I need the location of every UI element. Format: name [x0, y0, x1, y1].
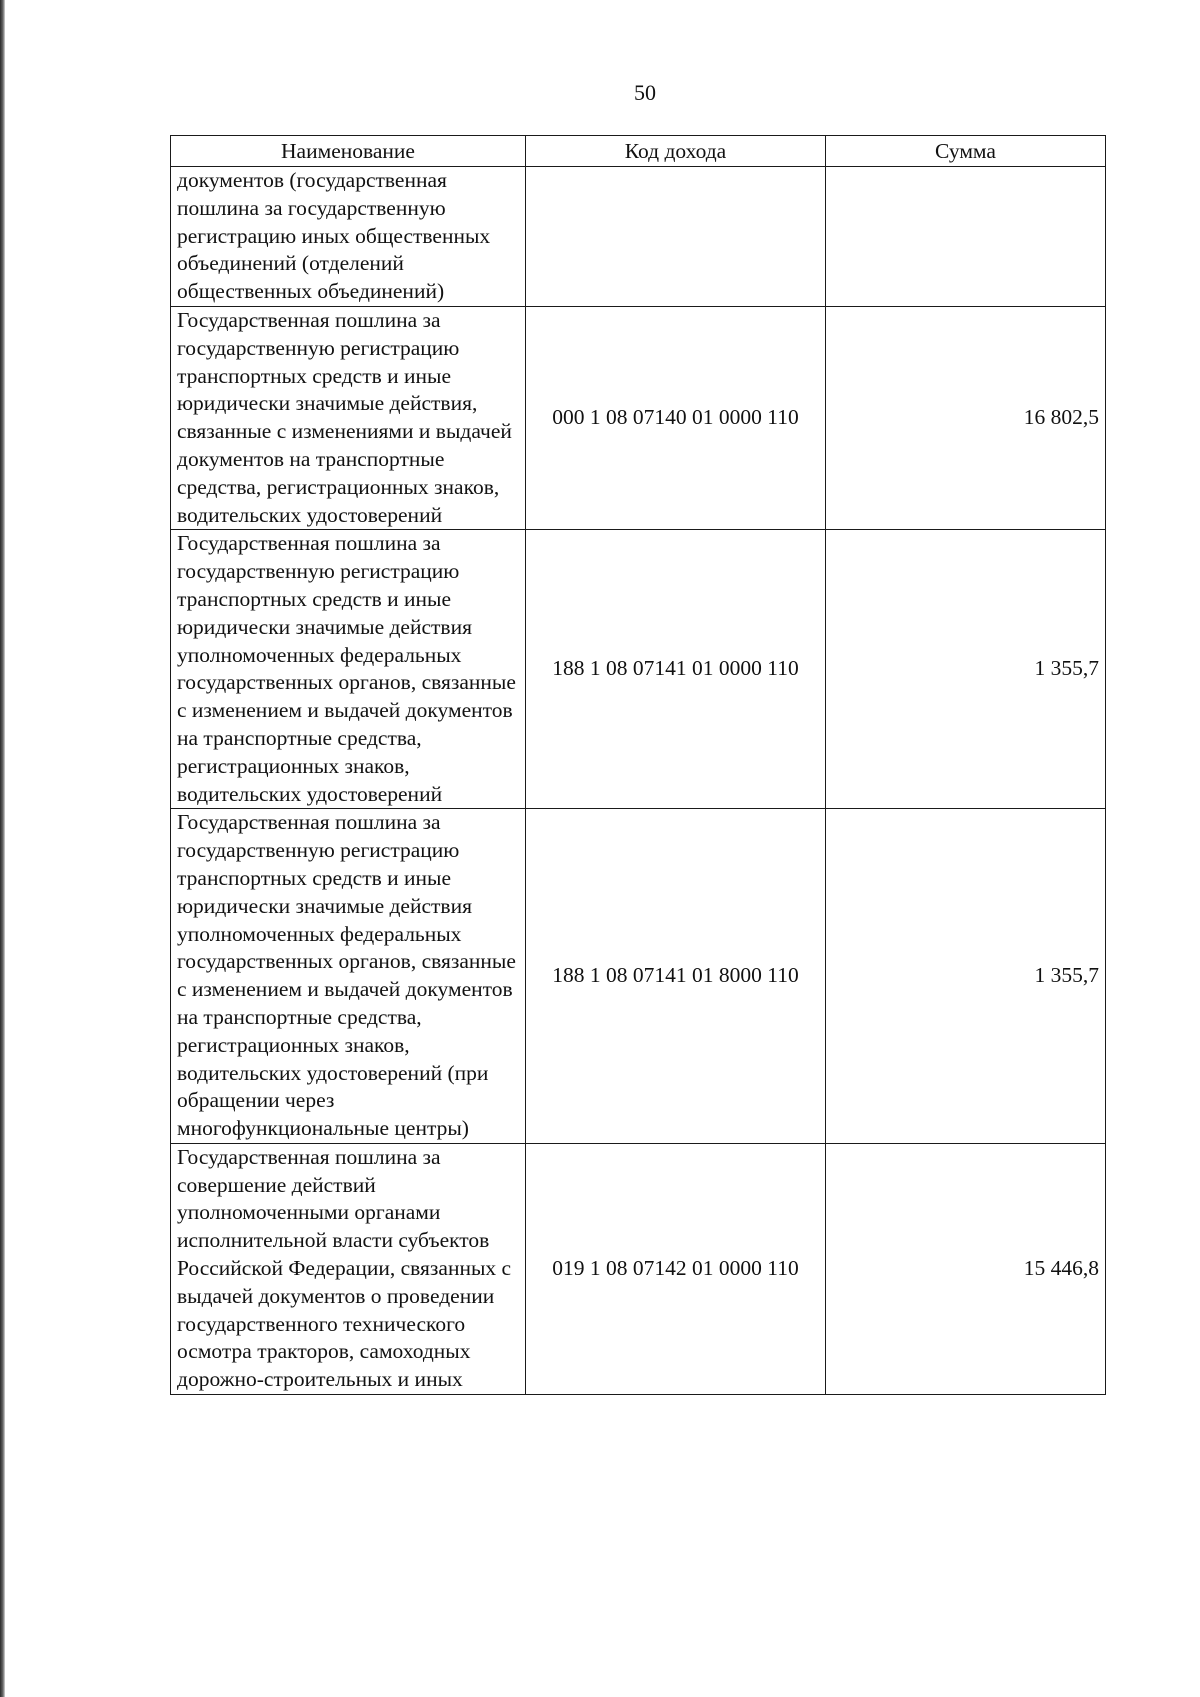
page-number: 50 — [634, 80, 656, 105]
row-name: Государственная пошлина за государственную регистрацию транспортных средств и иные юридически значимые действия, связанные с изменениями и выдачей документов на транспортные средства, регистрационных знаков, водительских удостоверений — [171, 306, 526, 529]
header-sum: Сумма — [826, 136, 1106, 167]
scan-edge — [0, 0, 5, 1697]
row-sum: 16 802,5 — [826, 306, 1106, 529]
row-code: 000 1 08 07140 01 0000 110 — [526, 306, 826, 529]
row-sum: 15 446,8 — [826, 1143, 1106, 1394]
table-row — [171, 530, 1106, 809]
table-row — [171, 306, 1106, 529]
row-sum — [826, 167, 1106, 307]
row-name: документов (государственная пошлина за государственную регистрацию иных общественных объединений (отделений общественных объединений) — [171, 167, 526, 307]
header-name: Наименование — [171, 136, 526, 167]
row-name: Государственная пошлина за совершение действий уполномоченными органами исполнительной власти субъектов Российской Федерации, связанных с выдачей документов о проведении государственного технического осмотра тракторов, самоходных дорожно-строительных и иных — [171, 1143, 526, 1394]
row-sum: 1 355,7 — [826, 809, 1106, 1144]
row-code: 188 1 08 07141 01 8000 110 — [526, 809, 826, 1144]
row-sum: 1 355,7 — [826, 530, 1106, 809]
table-row — [171, 167, 1106, 307]
row-name: Государственная пошлина за государственную регистрацию транспортных средств и иные юридически значимые действия уполномоченных федеральных государственных органов, связанные с изменением и выдачей документов на транспортные средства, регистрационных знаков, водительских удостоверений — [171, 530, 526, 809]
row-code: 019 1 08 07142 01 0000 110 — [526, 1143, 826, 1394]
row-code — [526, 167, 826, 307]
row-code: 188 1 08 07141 01 0000 110 — [526, 530, 826, 809]
table-header-row — [171, 136, 1106, 167]
revenue-table — [170, 135, 1106, 1395]
table-row — [171, 809, 1106, 1144]
row-name: Государственная пошлина за государственную регистрацию транспортных средств и иные юридически значимые действия уполномоченных федеральных государственных органов, связанные с изменением и выдачей документов на транспортные средства, регистрационных знаков, водительских удостоверений (при обращении через многофункциональные центры) — [171, 809, 526, 1144]
header-code: Код дохода — [526, 136, 826, 167]
table-row — [171, 1143, 1106, 1394]
